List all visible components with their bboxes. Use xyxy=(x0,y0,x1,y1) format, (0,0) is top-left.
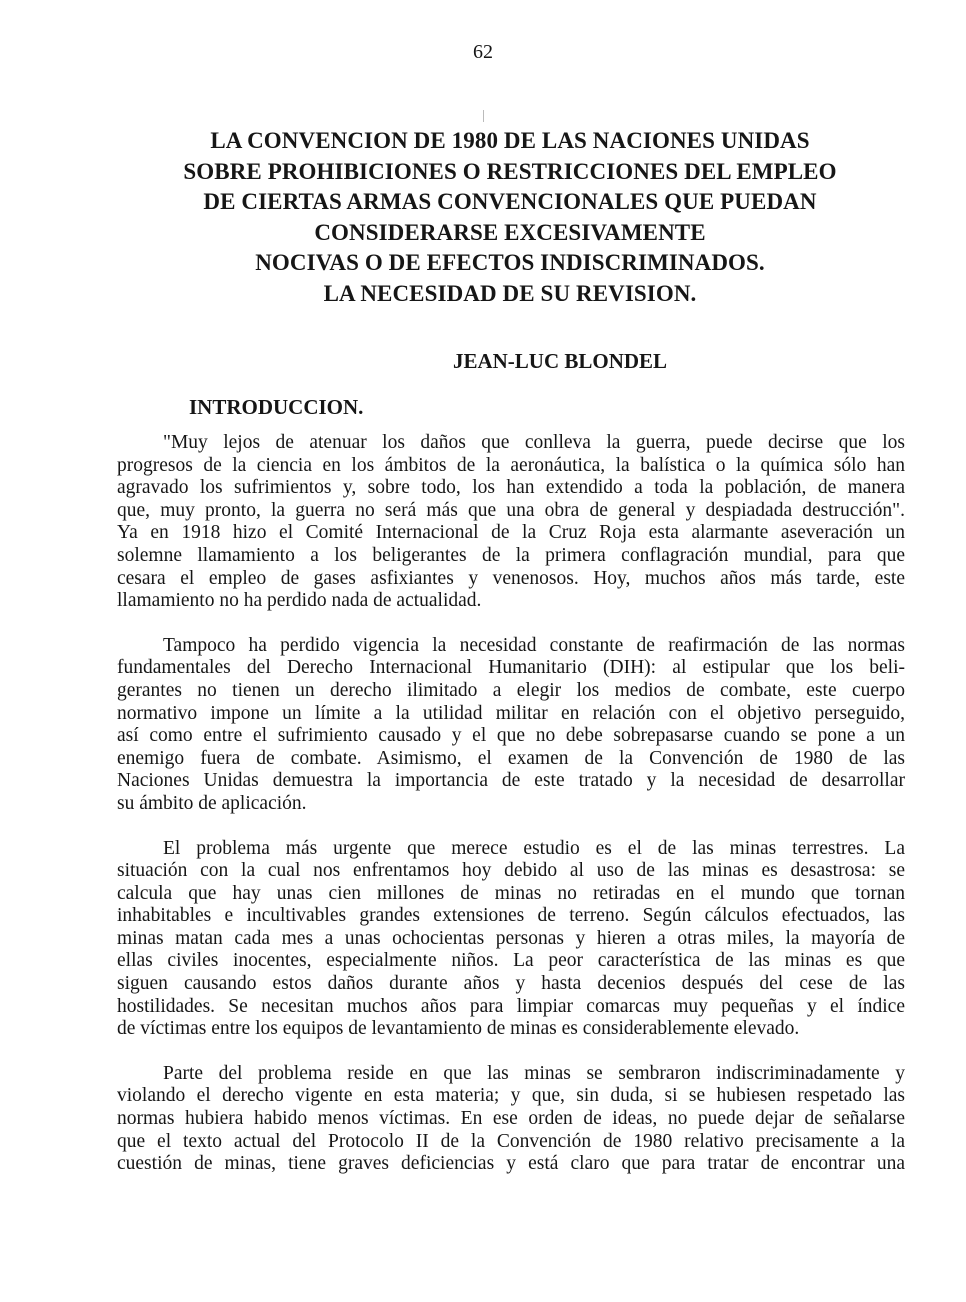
paragraph xyxy=(117,432,905,613)
text-line: violando el derecho vigente en esta materia; y que, sin duda, si se hubiesen respetado las xyxy=(117,1085,905,1107)
text-line: llamamiento no ha perdido nada de actualidad. xyxy=(117,590,482,612)
text-line: hostilidades. Se necesitan muchos años para limpiar comarcas muy pequeñas y el índice xyxy=(117,995,905,1017)
paragraph xyxy=(117,1063,905,1176)
text-line: Naciones Unidas demuestra la importancia de este tratado y la necesidad de desarrollar xyxy=(117,770,905,792)
page-number: 62 xyxy=(473,41,493,63)
text-line: ellas civiles inocentes, especialmente niños. La peor característica de las minas es que xyxy=(117,950,905,972)
text-line: solemne llamamiento a los beligerantes de la primera conflagración mundial, para que xyxy=(117,544,905,566)
text-line: normativo impone un límite a la utilidad militar en relación con el objetivo perseguido, xyxy=(117,702,905,724)
paragraph xyxy=(117,838,905,1041)
text-line: Tampoco ha perdido vigencia la necesidad constante de reafirmación de las normas xyxy=(163,634,905,656)
text-line: su ámbito de aplicación. xyxy=(117,792,307,814)
text-line: enemigo fuera de combate. Asimismo, el examen de la Convención de 1980 de las xyxy=(117,747,905,769)
text-line: que el texto actual del Protocolo II de la Convención de 1980 relativo precisamente a la xyxy=(117,1130,905,1152)
text-line: de víctimas entre los equipos de levantamiento de minas es considerablemente elevado. xyxy=(117,1018,800,1040)
text-line: que, muy pronto, la guerra no será más que una obra de general y despiadada destrucción". xyxy=(117,499,905,521)
title-line: DE CIERTAS ARMAS CONVENCIONALES QUE PUEDAN xyxy=(203,189,817,214)
text-line: Ya en 1918 hizo el Comité Internacional de la Cruz Roja esta alarmante aseveración un xyxy=(117,522,905,544)
text-line: minas matan cada mes a unas ochocientas personas y hieren a otras miles, la mayoría de xyxy=(117,927,905,949)
text-line: inhabitables e incultivables grandes extensiones de terreno. Según cálculos efectuados, las xyxy=(117,905,905,927)
author-name: JEAN-LUC BLONDEL xyxy=(452,349,668,373)
scan-artifact xyxy=(483,110,484,122)
text-line: fundamentales del Derecho Internacional Humanitario (DIH): al estipular que los beli- xyxy=(117,657,905,679)
text-line: cuestión de minas, tiene graves deficiencias y está claro que para tratar de encontrar una xyxy=(117,1153,905,1175)
text-line: cesara el empleo de gases asfixiantes y venenosos. Hoy, muchos años más tarde, este xyxy=(117,567,905,589)
title-line: LA CONVENCION DE 1980 DE LAS NACIONES UNIDAS xyxy=(210,128,810,153)
text-line: gerantes no tienen un derecho ilimitado a elegir los medios de combate, este cuerpo xyxy=(117,679,905,701)
paragraph xyxy=(117,635,905,816)
text-line: calcula que hay unas cien millones de minas no retiradas en el mundo que tornan xyxy=(117,882,905,904)
text-line: normas hubiera habido menos víctimas. En ese orden de ideas, no puede dejar de señalarse xyxy=(117,1108,905,1130)
section-heading: INTRODUCCION. xyxy=(189,395,364,419)
title-line: NOCIVAS O DE EFECTOS INDISCRIMINADOS. xyxy=(255,250,765,275)
text-line: progresos de la ciencia en los ámbitos de la aeronáutica, la balística o la química sólo han xyxy=(117,454,905,476)
text-line: El problema más urgente que merece estudio es el de las minas terrestres. La xyxy=(163,837,905,859)
title-line: SOBRE PROHIBICIONES O RESTRICCIONES DEL EMPLEO xyxy=(183,158,837,184)
title-line: LA NECESIDAD DE SU REVISION. xyxy=(323,280,697,306)
body-text xyxy=(117,432,905,1198)
article-title xyxy=(100,126,920,309)
title-line: CONSIDERARSE EXCESIVAMENTE xyxy=(314,219,706,245)
text-line: agravado los sufrimientos y, sobre todo, los han extendido a toda la población, de manera xyxy=(117,477,905,499)
text-line: siguen causando estos daños durante años y hasta decenios después del cese de las xyxy=(117,973,905,995)
text-line: Parte del problema reside en que las minas se sembraron indiscriminadamente y xyxy=(163,1062,905,1084)
text-line: así como entre el sufrimiento causado y el que no debe sobrepasarse cuando se pone a un xyxy=(117,725,905,747)
text-line: "Muy lejos de atenuar los daños que conlleva la guerra, puede decirse que los xyxy=(163,432,905,453)
text-line: situación con la cual nos enfrentamos hoy debido al uso de las minas es desastrosa: se xyxy=(117,860,905,882)
